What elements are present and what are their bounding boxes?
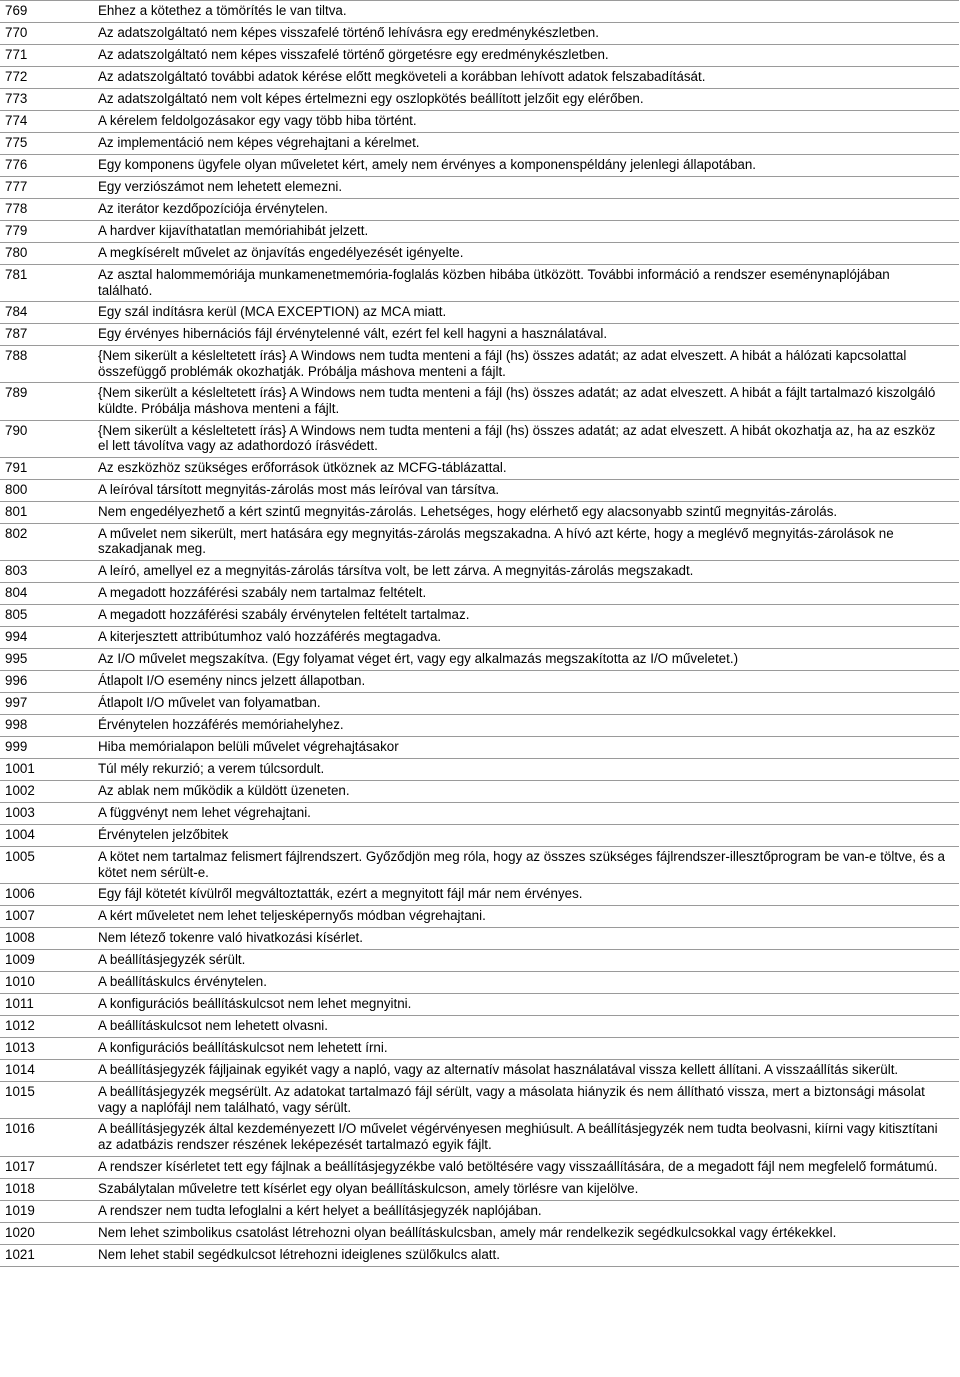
error-message: A hardver kijavíthatatlan memóriahibát jelzett. [90,221,959,243]
table-row [0,802,959,824]
table-row [0,265,959,302]
error-message: Nem lehet szimbolikus csatolást létrehozni olyan beállításkulcsban, amely már rendelkezik segédkulcsokkal vagy értékekkel. [90,1222,959,1244]
error-message: Az I/O művelet megszakítva. (Egy folyamat véget ért, vagy egy alkalmazás megszakította az I/O műveletet.) [90,648,959,670]
error-code: 1017 [0,1156,90,1178]
table-row [0,950,959,972]
error-message: Az adatszolgáltató nem képes visszafelé történő görgetésre egy eredménykészletben. [90,45,959,67]
error-message: Egy érvényes hibernációs fájl érvénytelenné vált, ezért fel kell hagyni a használatával. [90,324,959,346]
error-code: 784 [0,302,90,324]
error-code: 771 [0,45,90,67]
error-code: 804 [0,582,90,604]
error-message: Az eszközhöz szükséges erőforrások ütköznek az MCFG-táblázattal. [90,457,959,479]
error-message: Szabálytalan műveletre tett kísérlet egy olyan beállításkulcson, amely törlésre van kijelölve. [90,1178,959,1200]
error-message: A kötet nem tartalmaz felismert fájlrendszert. Győződjön meg róla, hogy az összes szükséges fájlrendszer-illesztőprogram be van-e töltve, és a kötet nem sérült-e. [90,846,959,883]
table-row [0,994,959,1016]
table-row [0,670,959,692]
error-message: Egy verziószámot nem lehetett elemezni. [90,177,959,199]
error-message: Az asztal halommemóriája munkamenetmemória-foglalás közben hibába ütközött. További információ a rendszer eseménynaplójában található. [90,265,959,302]
error-message: Túl mély rekurzió; a verem túlcsordult. [90,758,959,780]
error-code: 774 [0,111,90,133]
error-message: Az ablak nem működik a küldött üzeneten. [90,780,959,802]
error-message: {Nem sikerült a késleltetett írás} A Windows nem tudta menteni a fájl (hs) összes adatát; az adat elveszett. A hibát a hálózati kapcsolattal összefüggő problémák okozhatják. Próbálja máshova menteni a fájlt. [90,346,959,383]
error-code: 770 [0,23,90,45]
table-row [0,479,959,501]
error-message: A beállításkulcs érvénytelen. [90,972,959,994]
table-row [0,221,959,243]
table-row [0,648,959,670]
table-row [0,523,959,560]
error-code: 997 [0,692,90,714]
table-row [0,111,959,133]
table-row [0,324,959,346]
table-row [0,824,959,846]
error-code: 1019 [0,1200,90,1222]
error-code: 776 [0,155,90,177]
error-message: A kért műveletet nem lehet teljesképernyős módban végrehajtani. [90,906,959,928]
error-code: 998 [0,714,90,736]
error-message: A rendszer kísérletet tett egy fájlnak a beállításjegyzékbe való betöltésére vagy visszaállítására, de a megadott fájl nem megfelelő formátumú. [90,1156,959,1178]
error-code: 781 [0,265,90,302]
table-row [0,714,959,736]
error-code: 1021 [0,1244,90,1266]
error-message: A művelet nem sikerült, mert hatására egy megnyitás-zárolás megszakadna. A hívó azt kérte, hogy a meglévő megnyitás-zárolások ne szakadjanak meg. [90,523,959,560]
error-code-rows [0,1,959,1267]
error-message: A függvényt nem lehet végrehajtani. [90,802,959,824]
error-code: 779 [0,221,90,243]
error-code: 789 [0,383,90,420]
error-message: Ehhez a kötethez a tömörítés le van tiltva. [90,1,959,23]
table-row [0,582,959,604]
error-message: A leíróval társított megnyitás-zárolás most más leíróval van társítva. [90,479,959,501]
error-message: A megadott hozzáférési szabály nem tartalmaz feltételt. [90,582,959,604]
table-row [0,457,959,479]
error-message: A konfigurációs beállításkulcsot nem lehet megnyitni. [90,994,959,1016]
table-row [0,928,959,950]
error-code: 1009 [0,950,90,972]
error-message: A beállításjegyzék megsérült. Az adatokat tartalmazó fájl sérült, vagy a másolata hiányzik és nem állítható vissza, mert a biztonsági másolat vagy a naplófájl nem található, vagy sérült. [90,1082,959,1119]
error-code: 1016 [0,1119,90,1156]
table-row [0,1200,959,1222]
error-code: 805 [0,604,90,626]
error-message: Nem lehet stabil segédkulcsot létrehozni ideiglenes szülőkulcs alatt. [90,1244,959,1266]
table-row [0,1060,959,1082]
table-row [0,1222,959,1244]
error-message: {Nem sikerült a késleltetett írás} A Windows nem tudta menteni a fájl (hs) összes adatát; az adat elveszett. A hibát okozhatja az, ha az eszköz el lett távolítva vagy az adathordozó írásvédett. [90,420,959,457]
error-message: A megkísérelt művelet az önjavítás engedélyezését igényelte. [90,243,959,265]
error-message: Egy komponens ügyfele olyan műveletet kért, amely nem érvényes a komponenspéldány jelenlegi állapotában. [90,155,959,177]
table-row [0,45,959,67]
table-row [0,1119,959,1156]
error-code: 1018 [0,1178,90,1200]
error-code: 1003 [0,802,90,824]
table-row [0,884,959,906]
table-row [0,383,959,420]
error-code: 777 [0,177,90,199]
table-row [0,846,959,883]
table-row [0,1156,959,1178]
table-row [0,302,959,324]
error-message: Az adatszolgáltató további adatok kérése előtt megköveteli a korábban lehívott adatok felszabadítását. [90,67,959,89]
table-row [0,243,959,265]
error-code: 994 [0,626,90,648]
error-code: 1020 [0,1222,90,1244]
table-row [0,972,959,994]
table-row [0,67,959,89]
table-row [0,23,959,45]
table-row [0,346,959,383]
table-row [0,1,959,23]
error-message: Az adatszolgáltató nem volt képes értelmezni egy oszlopkötés beállított jelzőit egy elérőben. [90,89,959,111]
error-message: Egy fájl kötetét kívülről megváltoztatták, ezért a megnyitott fájl már nem érvényes. [90,884,959,906]
error-message: A kiterjesztett attribútumhoz való hozzáférés megtagadva. [90,626,959,648]
error-message: A leíró, amellyel ez a megnyitás-zárolás társítva volt, be lett zárva. A megnyitás-zárolás megszakadt. [90,560,959,582]
error-code: 1011 [0,994,90,1016]
error-message: A konfigurációs beállításkulcsot nem lehetett írni. [90,1038,959,1060]
table-row [0,420,959,457]
table-row [0,1244,959,1266]
error-message: A beállításjegyzék sérült. [90,950,959,972]
error-code: 1005 [0,846,90,883]
error-code: 802 [0,523,90,560]
error-code: 1010 [0,972,90,994]
error-code: 790 [0,420,90,457]
error-code: 1001 [0,758,90,780]
error-code: 1007 [0,906,90,928]
error-message: Átlapolt I/O művelet van folyamatban. [90,692,959,714]
error-code: 996 [0,670,90,692]
error-code: 791 [0,457,90,479]
table-row [0,626,959,648]
error-message: A beállításjegyzék által kezdeményezett I/O művelet végérvényesen meghiúsult. A beállításjegyzék nem tudta beolvasni, kiírni vagy kitisztítani az adatbázis rendszer részének leképezését tartalmazó egyik fájlt. [90,1119,959,1156]
table-row [0,133,959,155]
error-code: 1013 [0,1038,90,1060]
table-row [0,501,959,523]
error-code: 788 [0,346,90,383]
error-message: {Nem sikerült a késleltetett írás} A Windows nem tudta menteni a fájl (hs) összes adatát; az adat elveszett. A hibát a fájlt tartalmazó kiszolgáló küldte. Próbálja máshova menteni a fájlt. [90,383,959,420]
error-code: 1006 [0,884,90,906]
table-row [0,199,959,221]
error-code: 800 [0,479,90,501]
error-message: A beállításkulcsot nem lehetett olvasni. [90,1016,959,1038]
table-row [0,177,959,199]
error-code: 780 [0,243,90,265]
error-code: 801 [0,501,90,523]
error-message: A megadott hozzáférési szabály érvénytelen feltételt tartalmaz. [90,604,959,626]
error-code: 995 [0,648,90,670]
error-code: 775 [0,133,90,155]
table-row [0,1038,959,1060]
error-code: 1012 [0,1016,90,1038]
error-message: Nem engedélyezhető a kért szintű megnyitás-zárolás. Lehetséges, hogy elérhető egy alacsonyabb szintű megnyitás-zárolás. [90,501,959,523]
table-row [0,560,959,582]
error-code: 787 [0,324,90,346]
table-row [0,758,959,780]
error-code: 803 [0,560,90,582]
table-row [0,736,959,758]
table-row [0,155,959,177]
error-message: Átlapolt I/O esemény nincs jelzett állapotban. [90,670,959,692]
table-row [0,89,959,111]
error-code: 778 [0,199,90,221]
table-row [0,906,959,928]
error-message: Az adatszolgáltató nem képes visszafelé történő lehívásra egy eredménykészletben. [90,23,959,45]
error-code: 773 [0,89,90,111]
error-code: 1004 [0,824,90,846]
error-message: Az implementáció nem képes végrehajtani a kérelmet. [90,133,959,155]
error-message: Érvénytelen hozzáférés memóriahelyhez. [90,714,959,736]
table-row [0,1082,959,1119]
error-message: Érvénytelen jelzőbitek [90,824,959,846]
error-message: A rendszer nem tudta lefoglalni a kért helyet a beállításjegyzék naplójában. [90,1200,959,1222]
error-message: Hiba memórialapon belüli művelet végrehajtásakor [90,736,959,758]
error-code: 769 [0,1,90,23]
error-code: 1002 [0,780,90,802]
error-message: A kérelem feldolgozásakor egy vagy több hiba történt. [90,111,959,133]
table-row [0,692,959,714]
table-row [0,1016,959,1038]
error-message: A beállításjegyzék fájljainak egyikét vagy a napló, vagy az alternatív másolat használatával vissza kellett állítani. A visszaállítás sikerült. [90,1060,959,1082]
error-code: 1014 [0,1060,90,1082]
table-row [0,604,959,626]
error-code: 999 [0,736,90,758]
error-message: Egy szál indításra kerül (MCA EXCEPTION) az MCA miatt. [90,302,959,324]
error-code: 1015 [0,1082,90,1119]
error-message: Az iterátor kezdőpozíciója érvénytelen. [90,199,959,221]
error-message: Nem létező tokenre való hivatkozási kísérlet. [90,928,959,950]
error-code: 772 [0,67,90,89]
table-row [0,780,959,802]
error-code: 1008 [0,928,90,950]
table-row [0,1178,959,1200]
